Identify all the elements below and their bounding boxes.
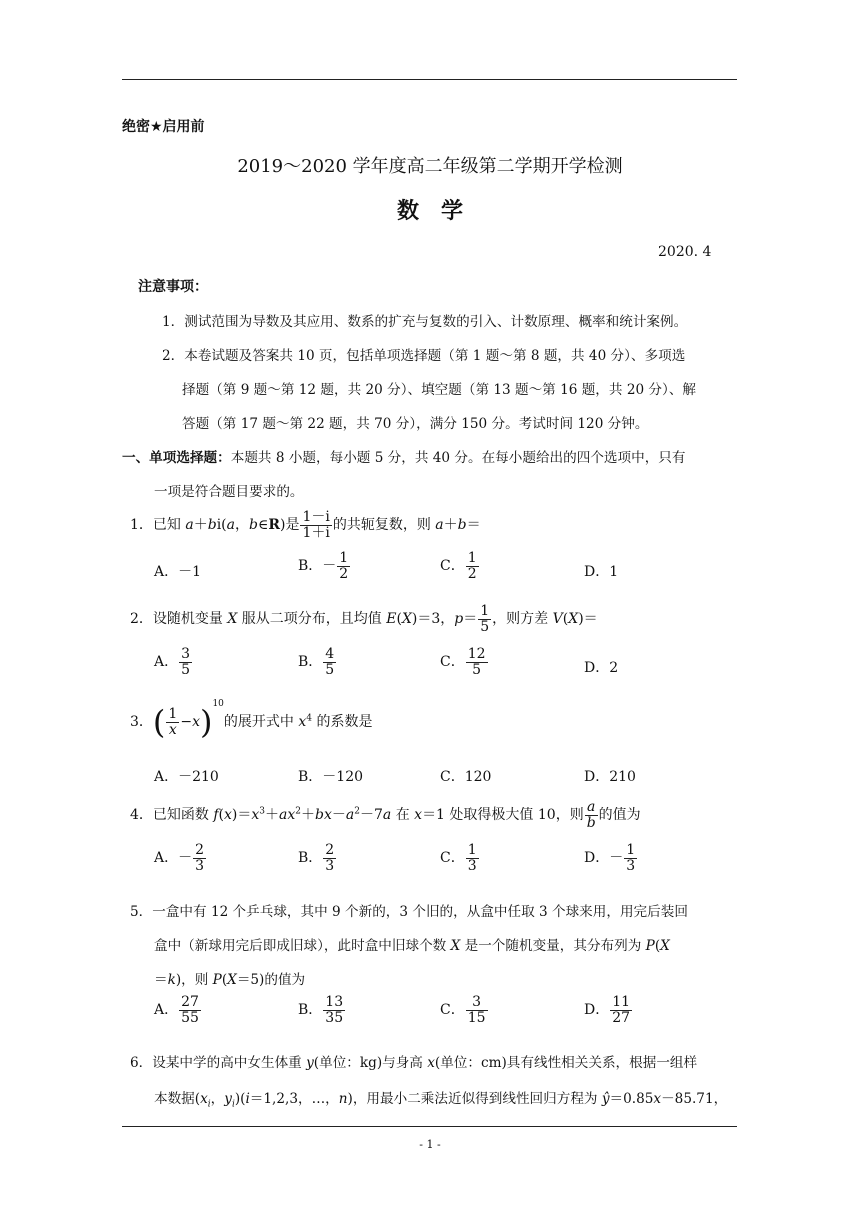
bottom-rule [122,1126,737,1127]
q1-option-d[interactable]: D．1 [584,564,619,580]
q3-option-a[interactable]: A．－210 [154,769,219,785]
question-1-stem: 1．已知 a＋bi(a，b∈R)是 $\frac{1-i}{1+i}$ 的共轭复数，则 a＋b＝ [130,509,481,541]
question-4-stem: 4．已知函数 $f(x)=x^3+ax^2+bx-a^2-7a$ 在 x＝1 处取得极大值 10，则 $\frac{a}{b}$ 的值为 [130,799,641,831]
q2-option-c[interactable]: C． $\frac{12}{5}$ [440,646,486,678]
question-6-line-1: 6．设某中学的高中女生体重 y(单位：kg)与身高 x(单位：cm)具有线性相关关系，根据一组样 [130,1055,698,1071]
q3-option-b[interactable]: B．－120 [298,769,364,785]
exam-date: 2020. 4 [658,244,712,260]
question-2-stem: 2．设随机变量 X 服从二项分布，且均值 E(X)＝3，p＝ $\frac{1}{5}$ ，则方差 V(X)＝ [130,603,598,635]
section1-description: 本题共 8 小题，每小题 5 分，共 40 分。在每小题给出的四个选项中，只有 [230,450,686,466]
fraction: $\frac{1-i}{1+i}$ [302,509,330,541]
q5-option-d[interactable]: D． $\frac{11}{27}$ [584,994,631,1026]
question-5-line-3: ＝k)，则 P(X＝5)的值为 [154,972,306,988]
notes-item-2-line-3: 答题（第 17 题～第 22 题，共 70 分），满分 150 分。考试时间 120 分钟。 [182,416,649,432]
top-rule [122,79,737,80]
q1-option-b[interactable]: B．－ $\frac{1}{2}$ [298,550,349,582]
q3-option-d[interactable]: D．210 [584,769,636,785]
q4-option-b[interactable]: B． $\frac{2}{3}$ [298,842,335,874]
q4-option-c[interactable]: C． $\frac{1}{3}$ [440,842,477,874]
notes-item-1: 1．测试范围为导数及其应用、数系的扩充与复数的引入、计数原理、概率和统计案例。 [162,314,688,330]
question-3-stem: 3．( $\frac{1}{x}$ −x)$^{10}$的展开式中 $x^4$ 的系数是 [130,699,373,741]
section1-line-1 [122,446,686,466]
q5-option-c[interactable]: C． $\frac{3}{15}$ [440,994,486,1026]
q3-option-c[interactable]: C．120 [440,769,492,785]
notes-item-2-line-2: 择题（第 9 题～第 12 题，共 20 分）、填空题（第 13 题～第 16 题，共 20 分）、解 [182,382,697,398]
q5-option-a[interactable]: A． $\frac{27}{55}$ [154,994,199,1026]
question-6-line-2: 本数据($x_i$，$y_i)(i=1,2,3$，…，n)，用最小二乘法近似得到线性回归方程为 ŷ＝0.85x－85.71， [154,1091,728,1110]
q1-option-c[interactable]: C． $\frac{1}{2}$ [440,550,477,582]
subject-title: 数 学 [396,199,463,224]
q1-option-a[interactable]: A．－1 [154,564,202,580]
q4-option-a[interactable]: A．－ $\frac{2}{3}$ [154,842,205,874]
notes-heading: 注意事项： [138,279,208,295]
q2-option-d[interactable]: D．2 [584,660,619,676]
section1-line-2: 一项是符合题目要求的。 [154,484,304,500]
notes-item-2-line-1: 2．本卷试题及答案共 10 页，包括单项选择题（第 1 题～第 8 题，共 40 分）、多项选 [162,348,686,364]
q4-option-d[interactable]: D．－ $\frac{1}{3}$ [584,842,636,874]
page-number: - 1 - [419,1138,441,1151]
question-5-line-1: 5．一盒中有 12 个乒乓球，其中 9 个新的，3 个旧的，从盒中任取 3 个球来用，用完后装回 [130,904,688,920]
confidential-label: 绝密★启用前 [122,119,205,135]
q5-option-b[interactable]: B． $\frac{13}{35}$ [298,994,344,1026]
section1-heading: 一、单项选择题： [122,450,231,466]
q2-option-a[interactable]: A． $\frac{3}{5}$ [154,646,191,678]
exam-title: 2019～2020 学年度高二年级第二学期开学检测 [237,156,623,177]
q2-option-b[interactable]: B． $\frac{4}{5}$ [298,646,335,678]
question-5-line-2: 盒中（新球用完后即成旧球），此时盒中旧球个数 X 是一个随机变量，其分布列为 P(X [154,938,670,954]
